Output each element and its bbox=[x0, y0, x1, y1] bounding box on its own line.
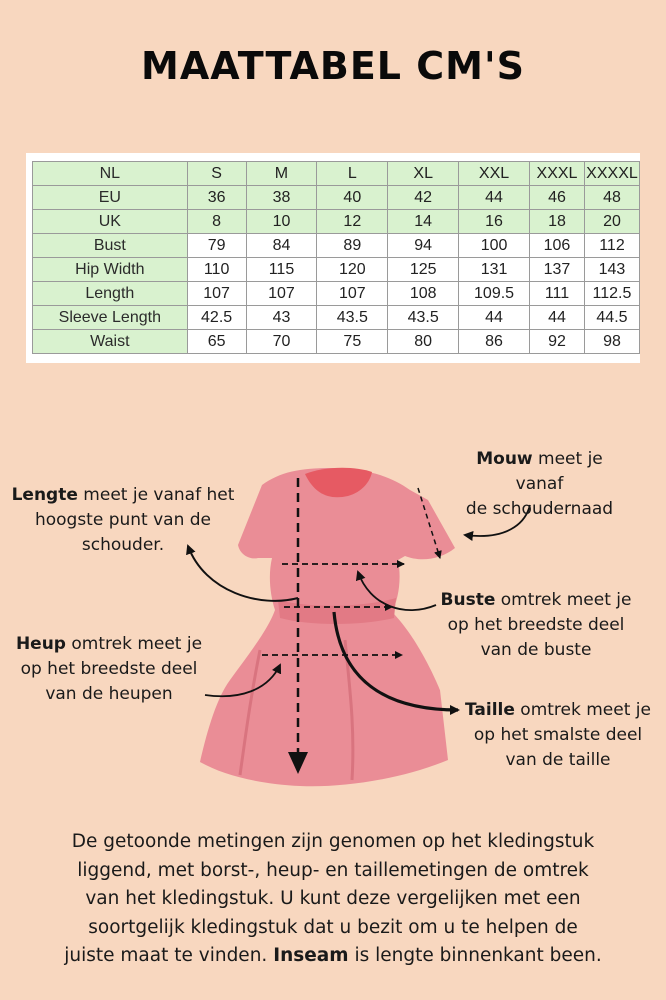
table-cell: Waist bbox=[33, 330, 188, 354]
table-cell: 107 bbox=[317, 282, 388, 306]
table-cell: 48 bbox=[584, 186, 639, 210]
table-cell: 107 bbox=[246, 282, 317, 306]
table-cell: 10 bbox=[246, 210, 317, 234]
table-cell: XXXXL bbox=[584, 162, 639, 186]
table-cell: 109.5 bbox=[459, 282, 530, 306]
table-cell: 111 bbox=[530, 282, 585, 306]
buste-annotation: Buste omtrek meet je op het breedste deel van de buste bbox=[440, 590, 632, 660]
table-cell: 20 bbox=[584, 210, 639, 234]
mouw-annotation: Mouw meet je vanaf de schoudernaad bbox=[465, 449, 614, 519]
table-cell: 16 bbox=[459, 210, 530, 234]
table-cell: 94 bbox=[388, 234, 459, 258]
footer-note: De getoonde metingen zijn genomen op het kledingstuk liggend, met borst-, heup- en taillemetingen de omtrek van het kledingstuk. U kunt deze vergelijken met een soortgelijk kledingstuk dat u bezit om u te helpen de juiste maat te vinden. Inseam is lengte binnenkant been. bbox=[64, 831, 602, 966]
table-row bbox=[33, 258, 640, 282]
table-cell: 44.5 bbox=[584, 306, 639, 330]
table-cell: S bbox=[187, 162, 246, 186]
table-cell: Bust bbox=[33, 234, 188, 258]
table-cell: 107 bbox=[187, 282, 246, 306]
table-cell: 40 bbox=[317, 186, 388, 210]
dress-shape bbox=[200, 468, 455, 786]
size-table-grid bbox=[32, 161, 640, 354]
table-cell: 14 bbox=[388, 210, 459, 234]
table-cell: 98 bbox=[584, 330, 639, 354]
table-cell: 42 bbox=[388, 186, 459, 210]
table-cell: M bbox=[246, 162, 317, 186]
table-cell: 75 bbox=[317, 330, 388, 354]
table-cell: 43.5 bbox=[317, 306, 388, 330]
table-cell: Length bbox=[33, 282, 188, 306]
table-cell: Hip Width bbox=[33, 258, 188, 282]
table-cell: XXXL bbox=[530, 162, 585, 186]
table-cell: XL bbox=[388, 162, 459, 186]
table-cell: 106 bbox=[530, 234, 585, 258]
table-cell: 8 bbox=[187, 210, 246, 234]
table-cell: 43 bbox=[246, 306, 317, 330]
table-cell: 89 bbox=[317, 234, 388, 258]
table-row bbox=[33, 306, 640, 330]
table-cell: 110 bbox=[187, 258, 246, 282]
table-row bbox=[33, 186, 640, 210]
table-cell: 46 bbox=[530, 186, 585, 210]
table-cell: 108 bbox=[388, 282, 459, 306]
table-cell: 143 bbox=[584, 258, 639, 282]
page-title: MAATTABEL CM'S bbox=[141, 44, 525, 88]
table-cell: 36 bbox=[187, 186, 246, 210]
table-cell: 79 bbox=[187, 234, 246, 258]
lengte-annotation: Lengte meet je vanaf het hoogste punt van de schouder. bbox=[11, 485, 235, 555]
table-cell: L bbox=[317, 162, 388, 186]
table-cell: 44 bbox=[530, 306, 585, 330]
table-cell: XXL bbox=[459, 162, 530, 186]
table-cell: 86 bbox=[459, 330, 530, 354]
table-cell: 42.5 bbox=[187, 306, 246, 330]
table-row bbox=[33, 234, 640, 258]
table-row bbox=[33, 330, 640, 354]
table-cell: EU bbox=[33, 186, 188, 210]
table-cell: 131 bbox=[459, 258, 530, 282]
table-cell: 84 bbox=[246, 234, 317, 258]
table-cell: 100 bbox=[459, 234, 530, 258]
table-row bbox=[33, 210, 640, 234]
table-cell: UK bbox=[33, 210, 188, 234]
table-header-row bbox=[33, 162, 640, 186]
table-cell: 43.5 bbox=[388, 306, 459, 330]
table-cell: 18 bbox=[530, 210, 585, 234]
table-cell: 44 bbox=[459, 306, 530, 330]
taille-annotation: Taille omtrek meet je op het smalste deel van de taille bbox=[465, 700, 651, 770]
table-cell: 38 bbox=[246, 186, 317, 210]
table-cell: 12 bbox=[317, 210, 388, 234]
table-cell: 44 bbox=[459, 186, 530, 210]
table-cell: Sleeve Length bbox=[33, 306, 188, 330]
heup-annotation: Heup omtrek meet je op het breedste deel van de heupen bbox=[15, 634, 203, 704]
table-cell: 112 bbox=[584, 234, 639, 258]
table-cell: 115 bbox=[246, 258, 317, 282]
size-table bbox=[26, 153, 640, 363]
table-cell: 137 bbox=[530, 258, 585, 282]
table-cell: NL bbox=[33, 162, 188, 186]
table-cell: 120 bbox=[317, 258, 388, 282]
table-cell: 65 bbox=[187, 330, 246, 354]
table-cell: 92 bbox=[530, 330, 585, 354]
table-row bbox=[33, 282, 640, 306]
table-cell: 80 bbox=[388, 330, 459, 354]
table-cell: 125 bbox=[388, 258, 459, 282]
table-cell: 112.5 bbox=[584, 282, 639, 306]
table-cell: 70 bbox=[246, 330, 317, 354]
